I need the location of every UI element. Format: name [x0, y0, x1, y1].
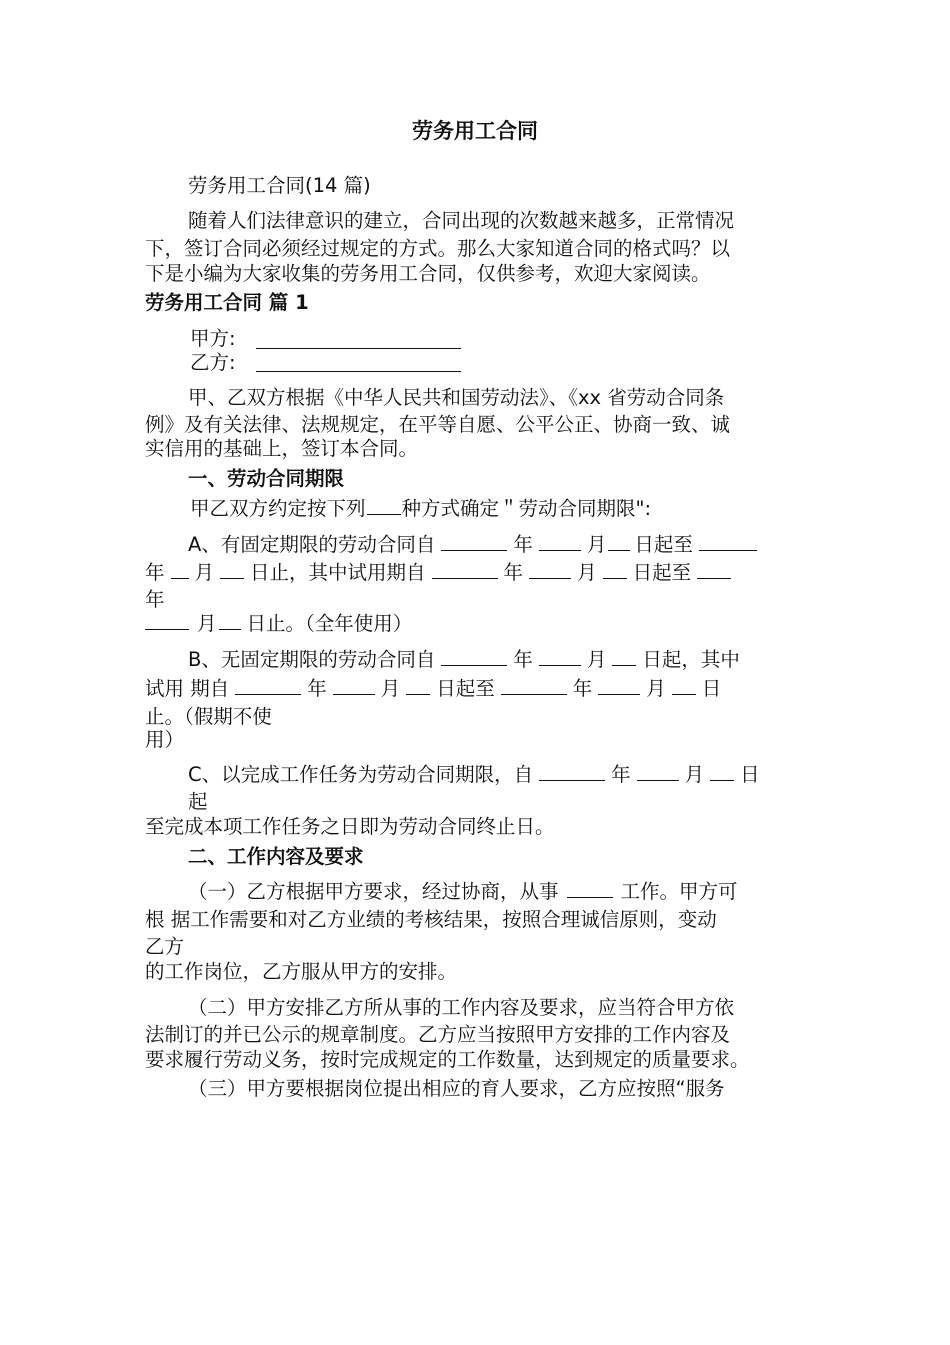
item-1-line-2: 根 据工作需要和对乙方业绩的考核结果，按照合理诚信原则，变动 [145, 908, 717, 931]
item-1-line-3: 乙方 [145, 935, 185, 958]
preamble-line-1: 甲、乙双方根据《中华人民共和国劳动法》、《xx 省劳动合同条 [188, 386, 725, 409]
section-heading: 劳务用工合同 篇 1 [145, 291, 309, 314]
intro-line-2: 下，签订合同必须经过规定的方式。那么大家知道合同的格式吗？以 [145, 237, 731, 260]
preamble-line-3: 实信用的基础上，签订本合同。 [145, 437, 419, 460]
clause-a-line-3: 年 [145, 588, 165, 611]
item-1-line-4: 的工作岗位，乙方服从甲方的安排。 [145, 960, 458, 983]
clause-c-line-3: 至完成本项工作任务之日即为劳动合同终止日。 [145, 815, 555, 838]
clause-a-line-4: 月 日止。（全年使用） [145, 612, 412, 636]
party-b-label: 乙方: [190, 351, 236, 374]
party-a-underline [256, 348, 461, 350]
clause-b-line-4: 用） [145, 728, 185, 751]
item-2-line-2: 法制订的并已公示的规章制度。乙方应当按照甲方安排的工作内容及 [145, 1023, 731, 1046]
item-2-line-3: 要求履行劳动义务，按时完成规定的工作数量，达到规定的质量要求。 [145, 1048, 750, 1071]
term-intro: 甲乙双方约定按下列 种方式确定＂劳动合同期限": [190, 497, 652, 520]
clause-b-line-2: 试用 期自 年 月 日起至 年 月 日 [145, 677, 722, 700]
heading-contract-term: 一、劳动合同期限 [188, 467, 345, 490]
document-subtitle: 劳务用工合同(14 篇) [188, 174, 371, 197]
item-1-line-1: （一）乙方根据甲方要求，经过协商，从事 工作。甲方可 [188, 880, 738, 903]
heading-work-content: 二、工作内容及要求 [188, 845, 364, 868]
clause-a-line-1: A、有固定期限的劳动合同自 年 月 日起至 [188, 533, 763, 557]
clause-b-line-3: 止。（假期不使 [145, 705, 272, 728]
clause-b-line-1: B、无固定期限的劳动合同自 年 月 日起，其中 [188, 648, 740, 671]
document-title: 劳务用工合同 [412, 119, 538, 143]
clause-c-line-2: 起 [188, 790, 208, 813]
item-2-line-1: （二）甲方安排乙方所从事的工作内容及要求，应当符合甲方依 [188, 996, 735, 1019]
party-a-label: 甲方: [190, 327, 236, 350]
clause-c-line-1: C、以完成工作任务为劳动合同期限，自 年 月 日 [188, 763, 760, 786]
intro-line-3: 下是小编为大家收集的劳务用工合同，仅供参考，欢迎大家阅读。 [145, 262, 711, 285]
clause-a-line-2: 年 月 日止，其中试用期自 年 月 日起至 [145, 561, 737, 585]
item-3-line-1: （三）甲方要根据岗位提出相应的育人要求，乙方应按照“服务 [188, 1077, 725, 1100]
party-b-underline [256, 371, 461, 373]
intro-line-1: 随着人们法律意识的建立，合同出现的次数越来越多，正常情况 [188, 209, 735, 232]
preamble-line-2: 例》及有关法律、法规规定，在平等自愿、公平公正、协商一致、诚 [145, 413, 731, 436]
